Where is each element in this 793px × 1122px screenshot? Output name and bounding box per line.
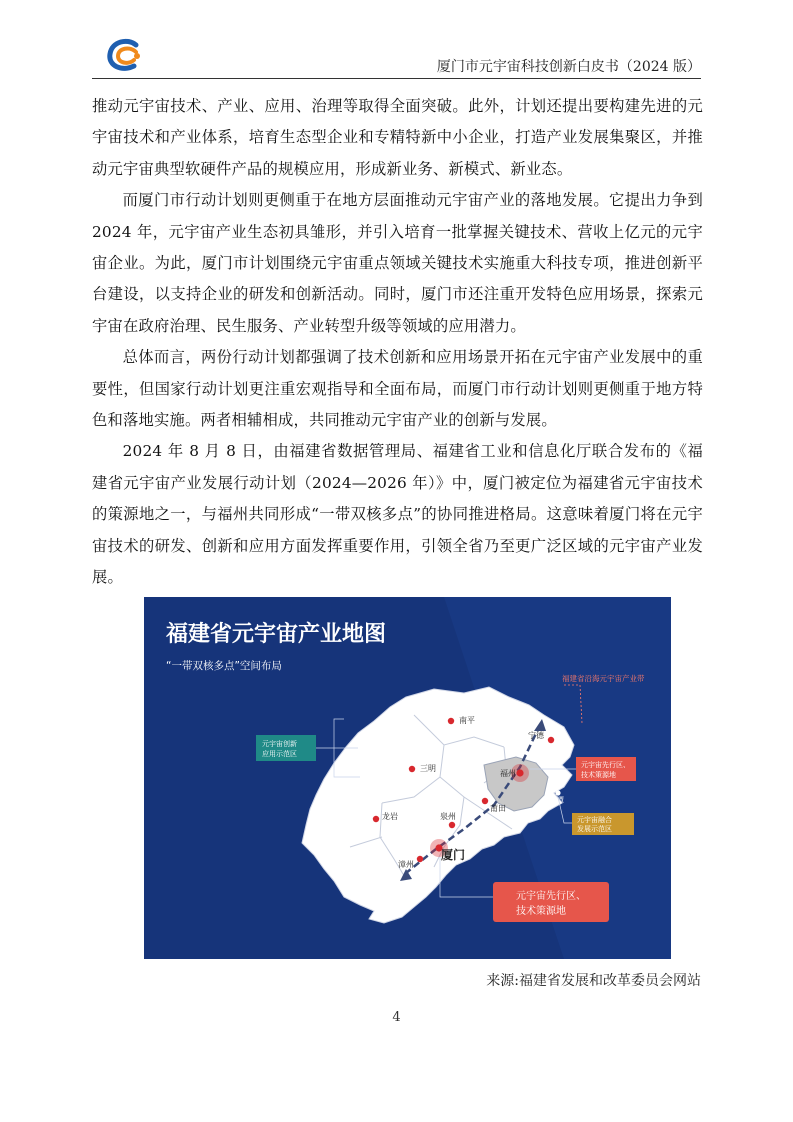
city-label-fuzhou: 福州 (500, 769, 516, 778)
map-title: 福建省元宇宙产业地图 (166, 622, 387, 647)
city-marker (373, 816, 379, 822)
callout-innovation-demo-line2: 应用示范区 (262, 750, 297, 758)
c-swoosh-logo-icon (106, 38, 146, 74)
city-marker (548, 737, 554, 743)
callout-fuzhou-pilot-line2: 技术策源地 (581, 771, 616, 779)
callout-fuzhou-pilot-line1: 元宇宙先行区、 (581, 761, 630, 769)
city-marker (482, 798, 488, 804)
city-marker (448, 718, 454, 724)
paragraph: 推动元宇宙技术、产业、应用、治理等取得全面突破。此外，计划还提出要构建先进的元宇宙技术和产业体系，培育生态型企业和专精特新中小企业，打造产业发展集聚区，并推动元宇宙典型软硬件产品的规模应用，形成新业务、新模式、新业态。 (92, 97, 703, 178)
callout-xiamen-pilot-line2: 技术策源地 (516, 906, 566, 917)
callout-pingtan-fusion-line2: 发展示范区 (577, 825, 612, 833)
city-marker (449, 822, 455, 828)
city-marker (417, 856, 423, 862)
city-marker (409, 766, 415, 772)
paragraph: 2024 年 8 月 8 日，由福建省数据管理局、福建省工业和信息化厅联合发布的《福建省元宇宙产业发展行动计划（2024—2026 年）》中，厦门被定位为福建省元宇宙技术的策源地之一，与福州共同形成“一带双核多点”的协同推进格局。这意味着厦门将在元宇宙技术的研发、创新和应用方面发挥重要作用，引领全省乃至更广泛区域的元宇宙产业发展。 (92, 442, 703, 587)
city-label-quanzhou: 泉州 (440, 812, 456, 821)
header-divider (92, 78, 701, 79)
city-label-pingtan: 平潭 (548, 796, 564, 805)
page-header-title: 厦门市元宇宙科技创新白皮书（2024 版） (436, 59, 701, 75)
map-subtitle: “一带双核多点”空间布局 (166, 660, 282, 672)
city-label-xiamen: 厦门 (441, 848, 466, 862)
page-number: 4 (392, 1010, 401, 1025)
city-label-putian: 莆田 (490, 804, 506, 813)
callout-pingtan-fusion-line1: 元宇宙融合 (577, 816, 612, 824)
city-marker (555, 790, 560, 795)
figure-caption: 来源:福建省发展和改革委员会网站 (486, 973, 701, 989)
paragraph: 总体而言，两份行动计划都强调了技术创新和应用场景开拓在元宇宙产业发展中的重要性，但国家行动计划更注重宏观指导和全面布局，而厦门市行动计划则更侧重于地方特色和落地实施。两者相辅相成，共同推动元宇宙产业的创新与发展。 (92, 348, 703, 430)
city-label-ningde: 宁德 (528, 731, 544, 740)
city-label-sanming: 三明 (420, 764, 436, 773)
map-svg (144, 597, 671, 959)
city-label-nanping: 南平 (459, 716, 475, 725)
city-marker (516, 769, 523, 776)
coastal-belt-label: 福建省沿海元宇宙产业带 (562, 674, 645, 683)
fujian-metaverse-map-figure (144, 597, 671, 959)
callout-xiamen-pilot-line1: 元宇宙先行区、 (516, 891, 586, 902)
city-label-longyan: 龙岩 (382, 812, 398, 821)
callout-innovation-demo-line1: 元宇宙创新 (262, 740, 297, 748)
city-label-zhangzhou: 漳州 (398, 860, 414, 869)
body-text (92, 91, 703, 594)
paragraph: 而厦门市行动计划则更侧重于在地方层面推动元宇宙产业的落地发展。它提出力争到 2024 年，元宇宙产业生态初具雏形，并引入培育一批掌握关键技术、营收上亿元的元宇宙企业。为此，厦门市计划围绕元宇宙重点领域关键技术实施重大科技专项，推进创新平台建设，以支持企业的研发和创新活动。同时，厦门市还注重开发特色应用场景，探索元宇宙在政府治理、民生服务、产业转型升级等领域的应用潜力。 (92, 191, 703, 335)
